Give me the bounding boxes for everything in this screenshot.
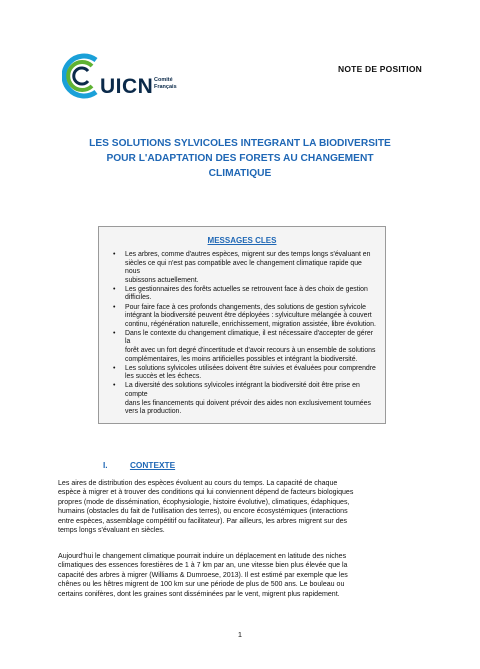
- key-message-line: complémentaires, les moins artificielles possibles et intégrant la biodiversité.: [125, 355, 358, 363]
- section-name: CONTEXTE: [129, 460, 176, 470]
- uicn-logo: [62, 52, 202, 112]
- document-title: [60, 136, 420, 181]
- body-paragraph: [58, 552, 428, 599]
- key-message-line: dans les financements qui doivent prévoir des aides non exclusivement tournées: [125, 399, 371, 407]
- key-messages-heading: MESSAGES CLES: [207, 236, 277, 245]
- bullet-icon: •: [113, 251, 116, 258]
- section-number: I.: [103, 460, 108, 470]
- logo-wordmark: UICN: [100, 75, 154, 98]
- bullet-icon: •: [113, 364, 116, 372]
- title-line: CLIMATIQUE: [208, 168, 272, 179]
- key-message-item: [113, 382, 377, 416]
- key-message-line: intégrant la biodiversité peuvent être déployées : sylviculture mélangée à couvert: [125, 312, 372, 320]
- key-message-item: [113, 364, 377, 382]
- paragraph-line: temps longs s'évaluant en siècles.: [58, 527, 165, 535]
- logo-subtitle: Comité Français: [154, 77, 177, 90]
- key-message-line: forêt avec un fort degré d'incertitude et d'avoir recours à un ensemble de solutions: [125, 347, 376, 355]
- body-paragraph: [58, 479, 428, 535]
- key-message-line: siècles ce qui n'est pas compatible avec le changement climatique rapide que nous: [125, 259, 362, 276]
- key-message-item: [113, 285, 377, 303]
- paragraph-line: certains conifères, dont les graines sont disséminées par le vent, migrent plus rapidement.: [58, 590, 340, 598]
- uicn-circle-logo-icon: [62, 52, 102, 100]
- bullet-icon: •: [113, 303, 116, 311]
- key-message-line: difficiles.: [125, 294, 152, 302]
- bullet-icon: •: [113, 329, 116, 337]
- key-message-line: Dans le contexte du changement climatique, il est nécessaire d'accepter de gérer la: [125, 329, 373, 346]
- paragraph-line: capacité des arbres à migrer (Williams & Dumroese, 2013). Il est estimé par exemple que les: [58, 571, 348, 579]
- section-heading: [103, 460, 175, 470]
- paragraph-line: entre espèces, assemblage compétitif ou facilitateur). Par ailleurs, les arbres migrent sur des: [58, 517, 348, 525]
- paragraph-line: espèce à migrer et à trouver des conditions qui lui conviennent dépend de facteurs biologiques: [58, 489, 354, 497]
- key-message-item: [113, 303, 377, 330]
- key-message-item: [113, 329, 377, 364]
- bullet-icon: •: [113, 382, 116, 390]
- paragraph-line: chênes ou les hêtres migrent de 100 km sur une période de plus de 500 ans. Le bouleau ou: [58, 581, 345, 589]
- page-number: 1: [237, 630, 243, 639]
- key-message-line: vers la production.: [125, 408, 182, 416]
- key-messages-box: [98, 226, 386, 424]
- key-messages-list: [99, 251, 385, 417]
- key-message-line: Les arbres, comme d'autres espèces, migrent sur des temps longs s'évaluant en: [125, 251, 371, 258]
- paragraph-line: Aujourd'hui le changement climatique pourrait induire un déplacement en latitude des niches: [58, 553, 347, 560]
- bullet-icon: •: [113, 285, 116, 293]
- key-message-line: Les solutions sylvicoles utilisées doivent être suivies et évaluées pour comprendre: [125, 364, 376, 372]
- title-line: POUR L'ADAPTATION DES FORETS AU CHANGEMENT: [106, 153, 374, 164]
- paragraph-line: humains (obstacles du fait de l'utilisation des terres), ou encore écosystémiques (interactions: [58, 508, 348, 516]
- paragraph-line: climatiques des essences forestières de 1 à 7 km par an, une vitesse bien plus élevée que la: [58, 562, 348, 570]
- key-message-line: Pour faire face à ces profonds changements, des solutions de gestion sylvicole: [125, 303, 366, 311]
- key-message-line: subissons actuellement.: [125, 276, 199, 284]
- key-message-item: [113, 251, 377, 285]
- key-message-line: les succès et les échecs.: [125, 373, 202, 381]
- paragraph-line: Les aires de distribution des espèces évoluent au cours du temps. La capacité de chaque: [58, 480, 338, 487]
- document-type-label: NOTE DE POSITION: [338, 64, 422, 74]
- key-message-line: continu, régénération naturelle, enrichissement, migration assistée, libre évolution.: [125, 320, 376, 328]
- key-message-line: Les gestionnaires des forêts actuelles se retrouvent face à des choix de gestion: [125, 285, 368, 293]
- title-line: LES SOLUTIONS SYLVICOLES INTEGRANT LA BIODIVERSITE: [89, 138, 391, 149]
- paragraph-line: propres (mode de dissémination, écophysiologie, histoire évolutive), climatiques, édaphiques,: [58, 498, 350, 506]
- key-message-line: La diversité des solutions sylvicoles intégrant la biodiversité doit être prise en compte: [125, 382, 360, 398]
